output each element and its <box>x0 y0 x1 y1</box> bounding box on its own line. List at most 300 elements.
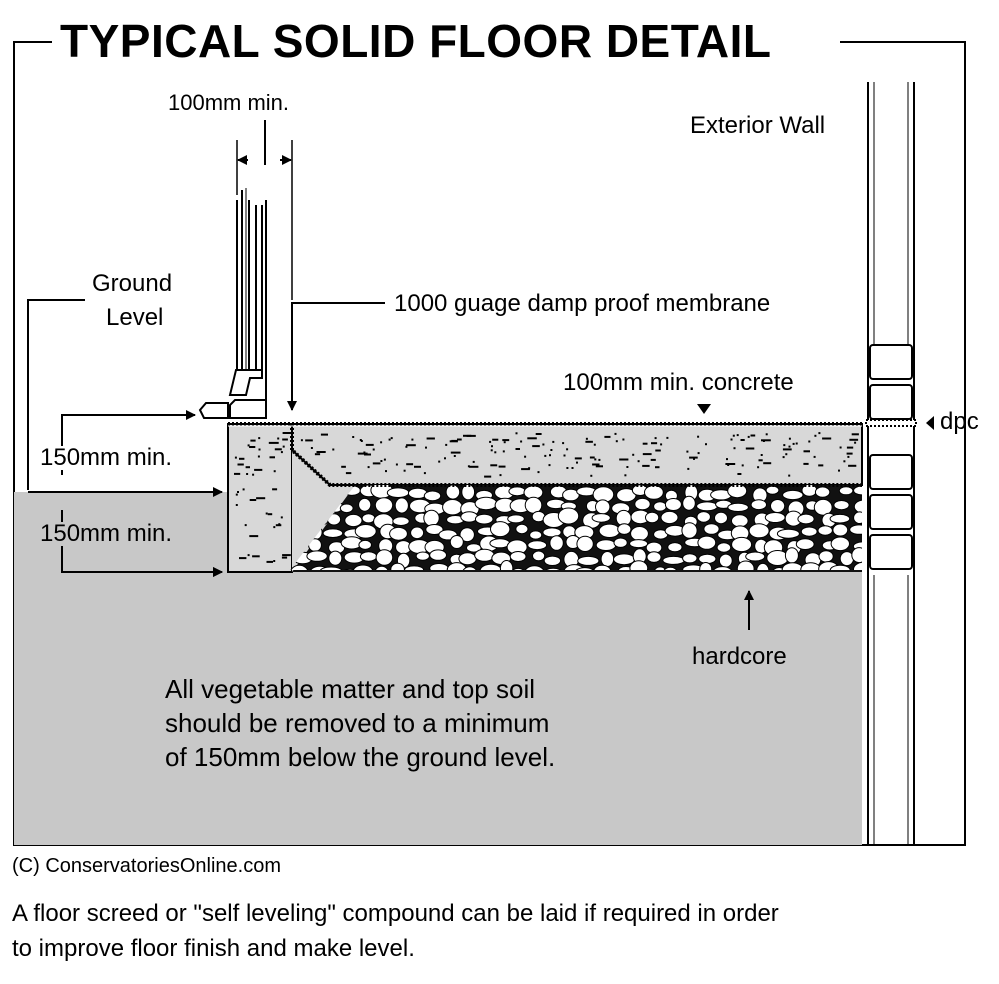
concrete-speck <box>305 439 313 441</box>
concrete-speck <box>450 440 458 442</box>
label-damp-proof-membrane: 1000 guage damp proof membrane <box>394 290 771 317</box>
concrete-speck <box>469 466 478 468</box>
hardcore-stone <box>732 537 752 551</box>
concrete-speck <box>239 557 246 559</box>
hardcore-stone <box>355 525 376 539</box>
concrete-speck <box>489 441 491 443</box>
hardcore-stone <box>661 511 678 523</box>
concrete-speck <box>783 456 785 458</box>
hardcore-stone <box>798 514 814 524</box>
concrete-speck <box>643 453 652 455</box>
hardcore-stone <box>375 498 392 513</box>
hardcore-stone <box>424 491 440 501</box>
concrete-speck <box>746 448 755 450</box>
concrete-speck <box>373 462 381 464</box>
hardcore-stone <box>340 504 353 513</box>
concrete-speck <box>256 497 265 499</box>
concrete-speck <box>332 449 334 451</box>
hardcore-stone <box>516 524 528 533</box>
concrete-speck <box>239 458 244 460</box>
concrete-speck <box>727 464 729 466</box>
concrete-speck <box>549 464 551 466</box>
concrete-speck <box>726 458 728 460</box>
concrete-speck <box>516 432 518 434</box>
concrete-speck <box>425 447 427 449</box>
exterior-wall <box>866 82 916 845</box>
hardcore-stone <box>362 514 375 523</box>
concrete-speck <box>424 472 426 474</box>
concrete-speck <box>538 471 540 473</box>
concrete-speck <box>491 445 493 447</box>
hardcore-stone <box>376 550 393 566</box>
concrete-speck <box>301 439 303 441</box>
hardcore-layer <box>289 482 875 581</box>
wall-brick <box>870 495 912 529</box>
hardcore-stone <box>766 486 779 494</box>
hardcore-stone <box>533 551 545 561</box>
wall-brick <box>870 455 912 489</box>
hardcore-stone <box>719 554 732 567</box>
hardcore-stone <box>323 529 343 538</box>
concrete-speck <box>572 467 574 469</box>
concrete-speck <box>364 454 371 456</box>
concrete-speck <box>562 442 564 444</box>
hardcore-stone <box>663 556 685 564</box>
concrete-speck <box>818 432 820 434</box>
concrete-speck <box>281 451 283 453</box>
concrete-speck <box>315 453 320 455</box>
hardcore-stone <box>777 529 799 538</box>
dpc-course <box>866 420 916 426</box>
concrete-speck <box>818 464 823 466</box>
hardcore-stone <box>801 527 817 536</box>
concrete-speck <box>698 452 700 454</box>
concrete-speck <box>366 444 374 446</box>
concrete-speck <box>733 435 735 437</box>
concrete-speck <box>748 436 750 438</box>
concrete-speck <box>660 443 662 445</box>
hardcore-stone <box>818 526 832 535</box>
concrete-speck <box>516 448 521 450</box>
concrete-speck <box>796 443 798 445</box>
hardcore-stone <box>592 514 610 523</box>
concrete-speck <box>341 466 346 468</box>
hardcore-stone <box>665 499 681 511</box>
hardcore-stone <box>387 488 409 498</box>
concrete-speck <box>643 443 648 445</box>
hardcore-stone <box>771 500 785 513</box>
hardcore-stone <box>446 485 460 499</box>
hardcore-stone <box>698 536 716 549</box>
concrete-speck <box>504 441 506 443</box>
hardcore-stone <box>728 503 749 511</box>
concrete-speck <box>789 438 791 440</box>
concrete-speck <box>766 433 768 435</box>
hardcore-stone <box>443 500 463 515</box>
concrete-speck <box>277 438 279 440</box>
concrete-speck <box>321 434 328 436</box>
concrete-speck <box>549 454 551 456</box>
concrete-speck <box>250 440 255 442</box>
hardcore-stone <box>749 524 769 538</box>
hardcore-stone <box>715 512 728 523</box>
hardcore-stone <box>646 512 659 523</box>
concrete-speck <box>391 437 393 439</box>
concrete-speck <box>655 450 661 452</box>
hardcore-stone <box>697 512 710 523</box>
hardcore-stone <box>475 549 495 561</box>
concrete-speck <box>624 474 626 476</box>
concrete-speck <box>783 448 792 450</box>
page-title: TYPICAL SOLID FLOOR DETAIL <box>52 18 780 64</box>
label-concrete: 100mm min. concrete <box>563 369 794 396</box>
concrete-speck <box>427 438 435 440</box>
hardcore-stone <box>508 515 525 523</box>
concrete-speck <box>373 449 375 451</box>
concrete-speck <box>463 435 471 437</box>
concrete-speck <box>248 444 250 446</box>
concrete-speck <box>250 499 257 501</box>
concrete-speck <box>274 470 276 472</box>
concrete-speck <box>457 439 462 441</box>
concrete-speck <box>273 560 275 562</box>
concrete-speck <box>352 436 354 438</box>
concrete-speck <box>849 439 858 441</box>
concrete-speck <box>814 435 816 437</box>
hardcore-stone <box>839 487 853 495</box>
concrete-speck <box>236 504 238 506</box>
concrete-speck <box>404 470 406 472</box>
concrete-speck <box>788 475 790 477</box>
concrete-speck <box>725 463 735 465</box>
concrete-speck <box>248 554 250 556</box>
concrete-speck <box>619 459 628 461</box>
concrete-speck <box>503 450 505 452</box>
concrete-speck <box>616 440 618 442</box>
concrete-speck <box>847 447 853 449</box>
hardcore-stone <box>631 527 649 541</box>
concrete-speck <box>249 446 255 448</box>
hardcore-stone <box>830 514 850 523</box>
hardcore-stone <box>683 554 697 563</box>
concrete-speck <box>235 457 237 459</box>
hardcore-stone <box>852 548 867 563</box>
concrete-speck <box>666 437 668 439</box>
hardcore-stone <box>765 513 785 523</box>
concrete-speck <box>520 441 522 443</box>
concrete-speck <box>566 448 568 450</box>
concrete-speck <box>586 438 588 440</box>
concrete-speck <box>411 439 413 441</box>
concrete-speck <box>757 466 759 468</box>
hardcore-stone <box>596 500 610 514</box>
concrete-speck <box>346 472 351 474</box>
concrete-speck <box>502 439 509 441</box>
concrete-speck <box>246 473 248 475</box>
concrete-arrow <box>697 404 711 414</box>
hardcore-stone <box>697 502 718 511</box>
hardcore-stone <box>459 553 476 565</box>
hardcore-stone <box>424 510 439 526</box>
concrete-speck <box>638 460 640 462</box>
concrete-speck <box>655 466 660 468</box>
note-line-2: should be removed to a minimum <box>165 708 550 738</box>
concrete-speck <box>852 433 859 435</box>
hardcore-stone <box>819 551 833 562</box>
concrete-speck <box>249 535 258 537</box>
concrete-speck <box>761 439 771 441</box>
hardcore-stone <box>430 550 447 560</box>
label-hardcore: hardcore <box>692 643 787 670</box>
concrete-speck <box>785 453 787 455</box>
hardcore-stone <box>577 536 593 551</box>
hardcore-stone <box>510 552 526 562</box>
hardcore-stone <box>596 540 616 551</box>
concrete-speck <box>626 466 628 468</box>
hardcore-stone <box>630 540 648 548</box>
concrete-speck <box>632 454 634 456</box>
wall-brick <box>870 345 912 379</box>
concrete-speck <box>406 463 413 465</box>
concrete-speck <box>731 439 733 441</box>
concrete-speck <box>536 433 542 435</box>
hardcore-stone <box>509 487 526 496</box>
concrete-speck <box>236 494 238 496</box>
concrete-speck <box>751 435 756 437</box>
concrete-speck <box>445 444 447 446</box>
concrete-speck <box>737 473 741 475</box>
hardcore-stone <box>704 524 719 535</box>
concrete-speck <box>275 448 282 450</box>
concrete-speck <box>361 440 363 442</box>
concrete-speck <box>552 441 554 443</box>
concrete-speck <box>252 555 260 557</box>
hardcore-stone <box>717 543 731 552</box>
hardcore-stone <box>390 527 408 540</box>
concrete-speck <box>808 441 810 443</box>
footer-line-2: to improve floor finish and make level. <box>12 935 415 962</box>
hardcore-stone <box>525 497 542 513</box>
concrete-speck <box>246 466 250 468</box>
hardcore-stone <box>544 556 560 565</box>
concrete-speck <box>258 456 260 458</box>
concrete-speck <box>566 467 568 469</box>
hardcore-stone <box>699 554 716 563</box>
concrete-speck <box>840 447 842 449</box>
label-150mm-lower: 150mm min. <box>40 520 173 547</box>
concrete-speck <box>590 457 595 459</box>
hardcore-stone <box>854 512 866 524</box>
concrete-speck <box>592 464 599 466</box>
concrete-speck <box>564 455 566 457</box>
concrete-speck <box>490 464 497 466</box>
dpc-arrow <box>926 416 934 430</box>
concrete-speck <box>484 476 491 478</box>
concrete-speck <box>759 459 763 461</box>
dimension-100mm-marker <box>237 120 292 300</box>
concrete-speck <box>500 474 502 476</box>
concrete-speck <box>266 513 268 515</box>
wall-brick <box>870 385 912 419</box>
concrete-speck <box>838 470 840 472</box>
concrete-speck <box>282 439 288 441</box>
concrete-speck <box>687 468 689 470</box>
concrete-speck <box>642 465 649 467</box>
concrete-speck <box>544 455 546 457</box>
concrete-speck <box>822 438 831 440</box>
concrete-speck <box>622 439 624 441</box>
hardcore-stone <box>558 508 578 524</box>
hardcore-stone <box>614 538 627 547</box>
hardcore-stone <box>732 515 749 527</box>
concrete-speck <box>604 436 610 438</box>
hardcore-stone <box>578 556 599 565</box>
concrete-speck <box>499 466 506 468</box>
concrete-speck <box>454 455 456 457</box>
hardcore-stone <box>393 517 409 526</box>
hardcore-stone <box>329 551 342 565</box>
concrete-speck <box>272 488 277 490</box>
hardcore-stone <box>359 498 371 511</box>
copyright: (C) ConservatoriesOnline.com <box>12 855 281 877</box>
concrete-speck <box>763 462 771 464</box>
concrete-speck <box>380 460 382 462</box>
concrete-speck <box>814 456 816 458</box>
concrete-speck <box>783 444 785 446</box>
hardcore-stone <box>599 524 620 537</box>
concrete-speck <box>594 444 596 446</box>
hardcore-stone <box>395 498 408 513</box>
hardcore-stone <box>746 552 765 561</box>
concrete-speck <box>697 436 699 438</box>
concrete-speck <box>741 439 745 441</box>
hardcore-stone <box>751 500 766 510</box>
concrete-speck <box>259 449 261 451</box>
hardcore-stone <box>491 522 510 537</box>
concrete-speck <box>234 473 240 475</box>
concrete-speck <box>585 441 593 443</box>
concrete-speck <box>252 474 254 476</box>
concrete-speck <box>267 561 274 563</box>
concrete-slab <box>292 424 862 485</box>
concrete-speck <box>689 457 698 459</box>
dpm-leader <box>292 303 385 410</box>
hardcore-stone <box>345 514 362 526</box>
label-level: Level <box>106 304 164 331</box>
hardcore-stone <box>614 554 635 565</box>
label-dpc: dpc <box>940 408 979 435</box>
concrete-speck <box>803 463 808 465</box>
concrete-speck <box>273 526 275 528</box>
concrete-speck <box>451 452 461 454</box>
threshold-frame <box>200 188 266 418</box>
wall-brick <box>870 535 912 569</box>
hardcore-stone <box>528 541 547 550</box>
note-line-3: of 150mm below the ground level. <box>165 742 556 772</box>
concrete-speck <box>254 469 262 471</box>
concrete-speck <box>737 434 739 436</box>
concrete-speck <box>317 451 326 453</box>
hardcore-stone <box>850 525 869 534</box>
concrete-speck <box>269 442 279 444</box>
hardcore-stone <box>654 502 667 511</box>
label-exterior-wall: Exterior Wall <box>690 112 826 139</box>
hardcore-stone <box>450 536 463 549</box>
hardcore-stone <box>815 487 829 497</box>
concrete-speck <box>848 465 856 467</box>
hardcore-stone <box>767 551 789 566</box>
concrete-speck <box>596 465 603 467</box>
concrete-speck <box>243 488 245 490</box>
concrete-speck <box>283 446 285 448</box>
concrete-speck <box>311 447 313 449</box>
hardcore-stone <box>635 498 650 509</box>
concrete-speck <box>686 451 688 453</box>
hardcore-stone <box>416 552 429 560</box>
note-line-1: All vegetable matter and top soil <box>165 674 535 704</box>
concrete-speck <box>282 554 291 556</box>
concrete-speck <box>385 470 387 472</box>
concrete-speck <box>444 457 446 459</box>
concrete-speck <box>789 446 791 448</box>
concrete-speck <box>705 443 707 445</box>
concrete-speck <box>598 459 600 461</box>
hardcore-stone <box>475 514 493 524</box>
concrete-speck <box>615 433 617 435</box>
concrete-speck <box>237 491 239 493</box>
concrete-speck <box>396 464 398 466</box>
concrete-speck <box>281 516 283 518</box>
footer-line-1: A floor screed or "self leveling" compound can be laid if required in order <box>12 900 779 927</box>
concrete-speck <box>854 442 856 444</box>
concrete-speck <box>521 468 530 470</box>
concrete-speck <box>414 466 421 468</box>
concrete-speck <box>258 437 260 439</box>
concrete-speck <box>270 456 276 458</box>
concrete-speck <box>804 450 811 452</box>
hardcore-stone <box>682 523 697 538</box>
concrete-speck <box>494 451 496 453</box>
hardcore-stone <box>618 524 631 535</box>
hardcore-stone <box>785 548 798 563</box>
hardcore-stone <box>668 543 682 552</box>
concrete-speck <box>238 464 244 466</box>
concrete-speck <box>550 449 552 451</box>
hardcore-stone <box>359 540 372 549</box>
label-ground: Ground <box>92 270 173 297</box>
hardcore-stone <box>550 536 563 551</box>
concrete-speck <box>380 441 382 443</box>
concrete-speck <box>245 524 247 526</box>
concrete-speck <box>594 458 596 460</box>
hardcore-stone <box>411 527 424 539</box>
concrete-speck <box>576 462 578 464</box>
concrete-speck <box>527 437 537 439</box>
hardcore-stone <box>645 486 664 500</box>
hardcore-stone <box>360 552 376 561</box>
concrete-speck <box>282 557 287 559</box>
concrete-speck <box>847 456 849 458</box>
concrete-speck <box>655 437 657 439</box>
concrete-speck <box>590 475 592 477</box>
concrete-speck <box>384 459 386 461</box>
label-100mm-min: 100mm min. <box>168 90 290 115</box>
concrete-speck <box>363 452 365 454</box>
hardcore-stone <box>683 496 696 510</box>
concrete-speck <box>278 523 280 525</box>
concrete-speck <box>761 454 763 456</box>
concrete-speck <box>742 464 744 466</box>
